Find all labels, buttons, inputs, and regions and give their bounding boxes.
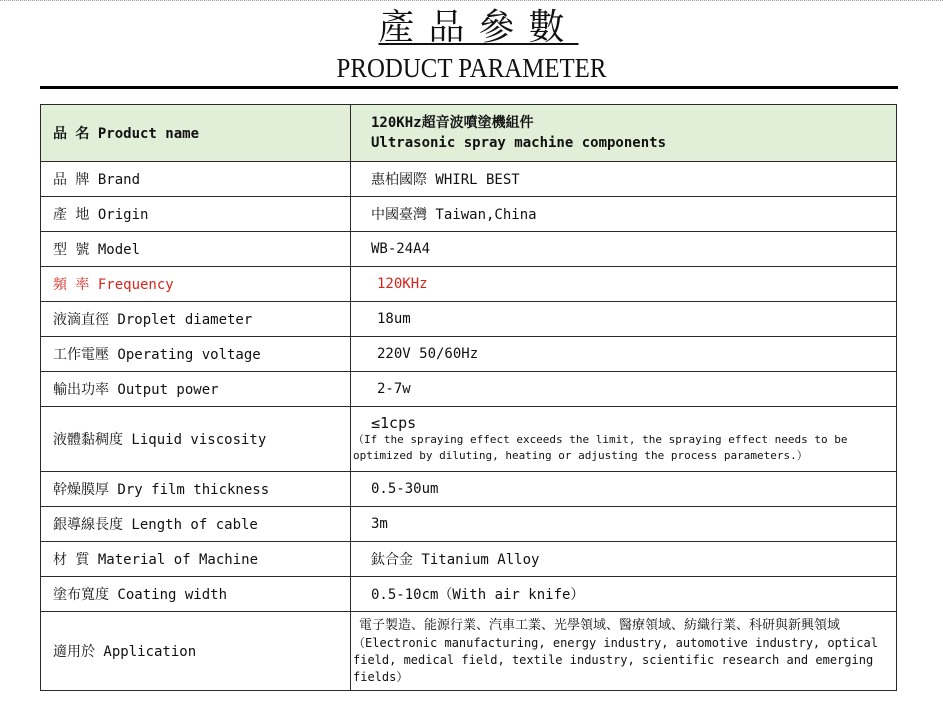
title-chinese bbox=[0, 6, 943, 50]
table-row-dry-film-thickness bbox=[41, 472, 897, 507]
table-row-model bbox=[41, 232, 897, 267]
param-value: 中國臺灣 Taiwan,China bbox=[351, 197, 897, 232]
table-row-brand bbox=[41, 162, 897, 197]
param-label: 工作電壓 Operating voltage bbox=[41, 337, 351, 372]
param-label: 輸出功率 Output power bbox=[41, 372, 351, 407]
param-value bbox=[351, 105, 897, 162]
table-row-product-name bbox=[41, 105, 897, 162]
table-row-cable-length bbox=[41, 507, 897, 542]
param-value: 220V 50/60Hz bbox=[351, 337, 897, 372]
product-name-en: Ultrasonic spray machine components bbox=[371, 135, 667, 151]
table-row-material bbox=[41, 542, 897, 577]
param-value: 鈦合金 Titanium Alloy bbox=[351, 542, 897, 577]
param-value: 3m bbox=[351, 507, 897, 542]
param-label: 幹燥膜厚 Dry film thickness bbox=[41, 472, 351, 507]
application-note: （Electronic manufacturing, energy industry, automotive industry, optical field, medical field, textile industry, scientific research and emerging fields） bbox=[353, 635, 878, 684]
title-rule bbox=[40, 86, 898, 89]
viscosity-note: （If the spraying effect exceeds the limit, the spraying effect needs to be optimized by diluting, heating or adjusting the process parameters.） bbox=[353, 433, 848, 462]
param-value bbox=[351, 612, 897, 691]
param-value: 120KHz bbox=[351, 267, 897, 302]
application-value: 電子製造、能源行業、汽車工業、光學領域、醫療領域、紡織行業、科研與新興領域 bbox=[359, 617, 841, 633]
param-label: 產 地 Origin bbox=[41, 197, 351, 232]
product-parameter-table bbox=[40, 104, 897, 691]
param-value: 惠柏國際 WHIRL BEST bbox=[351, 162, 897, 197]
viscosity-value: ≤1cps bbox=[371, 414, 417, 432]
title-english: PRODUCT PARAMETER bbox=[336, 53, 607, 83]
table-row-origin bbox=[41, 197, 897, 232]
table-row-operating-voltage bbox=[41, 337, 897, 372]
param-label: 材 質 Material of Machine bbox=[41, 542, 351, 577]
param-label: 塗布寬度 Coating width bbox=[41, 577, 351, 612]
table-row-output-power bbox=[41, 372, 897, 407]
param-value: 0.5-30um bbox=[351, 472, 897, 507]
param-value: 2-7w bbox=[351, 372, 897, 407]
product-name-zh: 120KHz超音波噴塗機組件 bbox=[371, 115, 534, 131]
param-label: 頻 率 Frequency bbox=[41, 267, 351, 302]
param-label: 品 名 Product name bbox=[41, 105, 351, 162]
title-chinese-text: 產品參數 bbox=[378, 7, 579, 48]
table-row-liquid-viscosity bbox=[41, 407, 897, 472]
table-row-droplet-diameter bbox=[41, 302, 897, 337]
top-dotted-rule bbox=[0, 0, 943, 1]
param-value: 0.5-10cm（With air knife） bbox=[351, 577, 897, 612]
table-row-frequency bbox=[41, 267, 897, 302]
param-label: 液滴直徑 Droplet diameter bbox=[41, 302, 351, 337]
param-label: 銀導線長度 Length of cable bbox=[41, 507, 351, 542]
param-label: 型 號 Model bbox=[41, 232, 351, 267]
param-label: 液體黏稠度 Liquid viscosity bbox=[41, 407, 351, 472]
table-row-coating-width bbox=[41, 577, 897, 612]
param-label: 適用於 Application bbox=[41, 612, 351, 691]
param-value: 18um bbox=[351, 302, 897, 337]
param-value bbox=[351, 407, 897, 472]
param-label: 品 牌 Brand bbox=[41, 162, 351, 197]
table-row-application bbox=[41, 612, 897, 691]
param-value: WB-24A4 bbox=[351, 232, 897, 267]
